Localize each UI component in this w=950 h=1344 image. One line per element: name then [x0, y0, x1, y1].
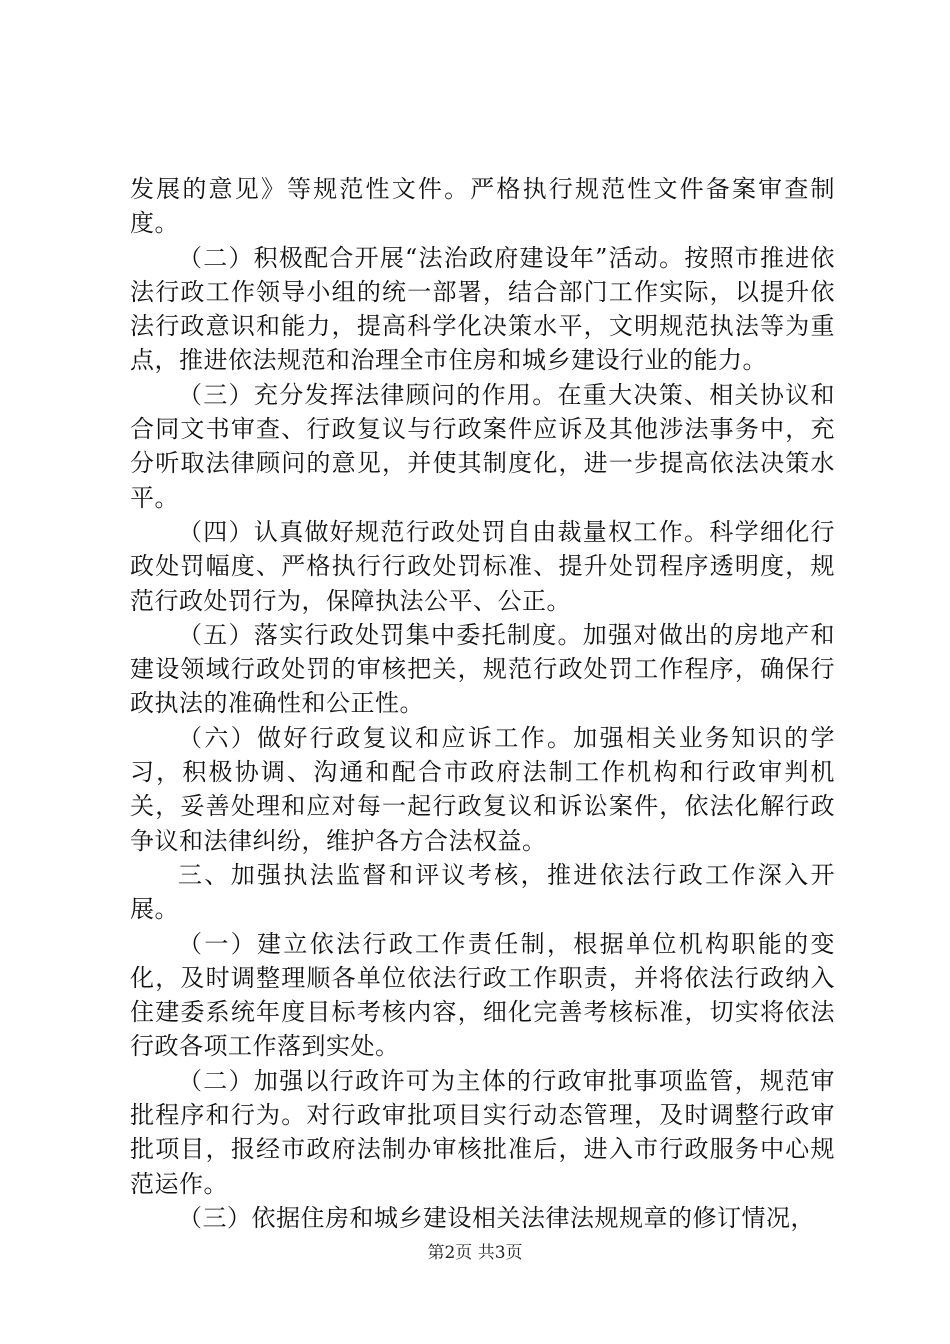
paragraph-item-2: （二）积极配合开展“法治政府建设年”活动。按照市推进依法行政工作领导小组的统一部署，结合部门工作实际，以提升依法行政意识和能力，提高科学化决策水平，文明规范执法等为重点，推进依法规范和治理全市住房和城乡建设行业的能力。 [130, 243, 835, 375]
paragraph-section3-item-1: （一）建立依法行政工作责任制，根据单位机构职能的变化，及时调整理顺各单位依法行政工作职责，并将依法行政纳入住建委系统年度目标考核内容，细化完善考核标准，切实将依法行政各项工作落到实处。 [130, 929, 835, 1061]
paragraph-section3-item-3: （三）依据住房和城乡建设相关法律法规规章的修订情况， [178, 1203, 815, 1232]
page-number: 第2页 共3页 [427, 1243, 523, 1263]
paragraph-item-4: （四）认真做好规范行政处罚自由裁量权工作。科学细化行政处罚幅度、严格执行行政处罚标准、提升处罚程序透明度，规范行政处罚行为，保障执法公平、公正。 [130, 517, 835, 615]
paragraph-item-3: （三）充分发挥法律顾问的作用。在重大决策、相关协议和合同文书审查、行政复议与行政案件应诉及其他涉法事务中，充分听取法律顾问的意见，并使其制度化，进一步提高依法决策水平。 [130, 380, 835, 512]
paragraph-continuation: 发展的意见》等规范性文件。严格执行规范性文件备案审查制度。 [130, 175, 835, 238]
paragraph-item-6: （六）做好行政复议和应诉工作。加强相关业务知识的学习，积极协调、沟通和配合市政府法制工作机构和行政审判机关，妥善处理和应对每一起行政复议和诉讼案件，依法化解行政争议和法律纠纷，维护各方合法权益。 [130, 723, 835, 855]
paragraph-item-5: （五）落实行政处罚集中委托制度。加强对做出的房地产和建设领域行政处罚的审核把关，规范行政处罚工作程序，确保行政执法的准确性和公正性。 [130, 620, 835, 718]
paragraph-section3-item-2: （二）加强以行政许可为主体的行政审批事项监管，规范审批程序和行为。对行政审批项目实行动态管理，及时调整行政审批项目，报经市政府法制办审核批准后，进入市行政服务中心规范运作。 [130, 1066, 835, 1198]
section-heading-three: 三、加强执法监督和评议考核，推进依法行政工作深入开展。 [130, 860, 835, 924]
page-footer [0, 1243, 950, 1263]
document-body [130, 172, 835, 1235]
